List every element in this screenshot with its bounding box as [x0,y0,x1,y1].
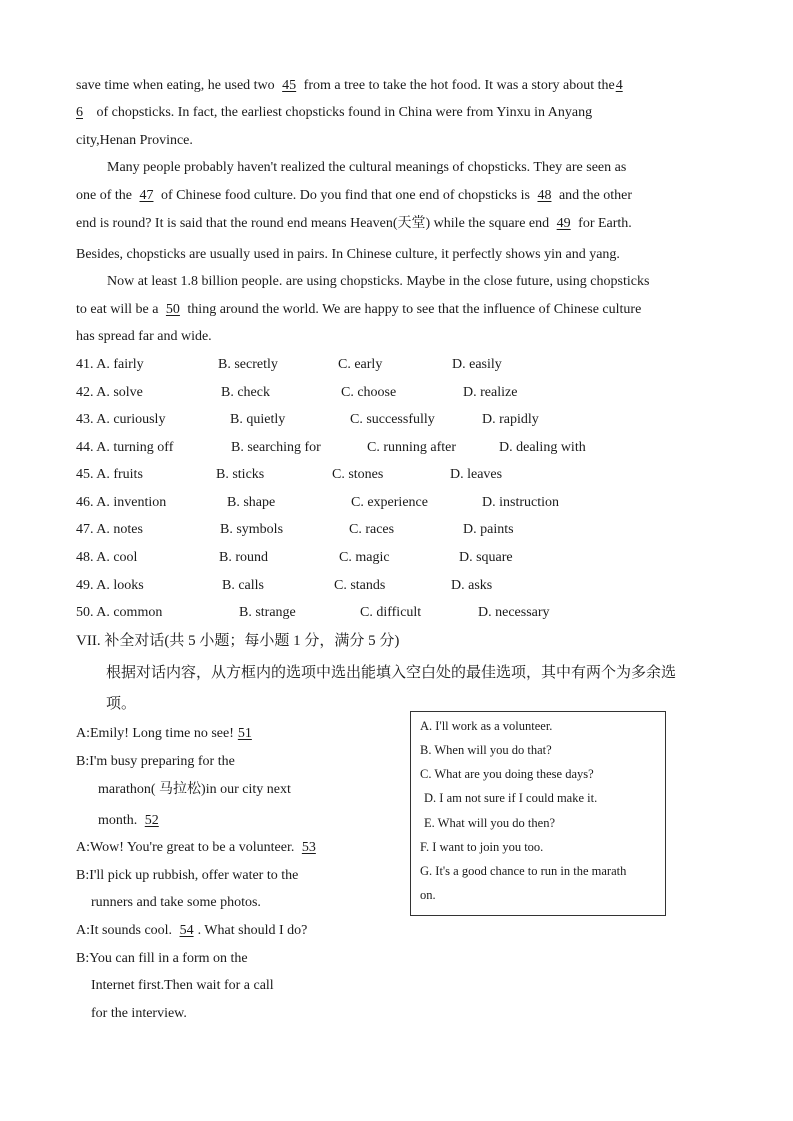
question-41-option-b: B. secretly [218,357,278,372]
dialogue-line [76,839,320,857]
question-44-option-a: 44. A. turning off [76,440,174,455]
question-44-option-d: D. dealing with [499,440,586,455]
passage-text: to eat will be a [76,302,159,317]
box-option-d: D. I am not sure if I could make it. [424,791,598,805]
question-42-option-b: B. check [221,385,270,400]
question-50-option-c: C. difficult [360,605,422,620]
question-45-option-d: D. leaves [450,467,503,482]
blank-52: 52 [144,813,159,828]
question-46-option-b: B. shape [227,495,276,510]
dialogue-text: Internet first.Then wait for a call [91,978,274,993]
section-title: VII. 补全对话(共 5 小题；每小题 1 分，满分 5 分) [76,633,400,649]
dialogue-line [98,812,163,830]
blank-51: 51 [237,726,252,741]
blank-53: 53 [301,840,316,855]
box-option-e: E. What will you do then? [424,816,555,830]
blank-45: 45 [282,78,297,93]
dialogue-text: B:I'll pick up rubbish, offer water to the [76,868,299,883]
question-42-option-d: D. realize [463,385,518,400]
dialogue-text: month. [98,813,138,828]
question-50-option-b: B. strange [239,605,296,620]
dialogue-text: runners and take some photos. [91,895,261,910]
blank-50: 50 [165,302,180,317]
question-48-option-c: C. magic [339,550,390,565]
question-47-option-c: C. races [349,522,395,537]
question-47-option-a: 47. A. notes [76,522,143,537]
box-option-a: A. I'll work as a volunteer. [420,719,553,733]
question-48-option-b: B. round [219,550,268,565]
dialogue-text: A:Emily! Long time no see! [76,726,234,741]
question-44-option-c: C. running after [367,440,457,455]
passage-text: from a tree to take the hot food. It was a story about the [303,78,615,93]
box-option-c: C. What are you doing these days? [420,767,594,781]
blank-48: 48 [537,188,552,203]
question-43-option-b: B. quietly [230,412,286,427]
question-46-option-c: C. experience [351,495,428,510]
question-47-option-b: B. symbols [220,522,284,537]
question-43-option-c: C. successfully [350,412,435,427]
passage-line [76,104,716,122]
passage-text: Many people probably haven't realized the cultural meanings of chopsticks. They are seen as [107,160,627,175]
question-50-option-a: 50. A. common [76,605,163,620]
section-instructions: 根据对话内容，从方框内的选项中选出能填入空白处的最佳选项，其中有两个为多余选 [106,665,677,681]
question-43-option-a: 43. A. curiously [76,412,166,427]
passage-line [76,77,623,95]
passage-line [76,301,641,319]
question-49-option-d: D. asks [451,578,493,593]
box-option-g-continued: on. [420,888,436,902]
passage-text: of Chinese food culture. Do you find that one end of chopsticks is [160,188,530,203]
blank-54: 54 [179,923,194,938]
passage-text: save time when eating, he used two [76,78,275,93]
dialogue-text: . What should I do? [197,923,308,938]
question-50-option-d: D. necessary [478,605,550,620]
question-41-option-a: 41. A. fairly [76,357,144,372]
box-option-b: B. When will you do that? [420,743,552,757]
question-45-option-c: C. stones [332,467,384,482]
question-42-option-c: C. choose [341,385,397,400]
dialogue-line [76,725,256,743]
question-42-option-a: 42. A. solve [76,385,143,400]
question-45-option-a: 45. A. fruits [76,467,143,482]
dialogue-text: A:Wow! You're great to be a volunteer. [76,840,295,855]
passage-text: city,Henan Province. [76,133,193,148]
question-43-option-d: D. rapidly [482,412,539,427]
passage-text: Now at least 1.8 billion people. are using chopsticks. Maybe in the close future, using chopsticks [107,274,650,289]
question-41-option-d: D. easily [452,357,502,372]
question-49-option-b: B. calls [222,578,264,593]
question-41-option-c: C. early [338,357,383,372]
question-45-option-b: B. sticks [216,467,265,482]
dialogue-line [76,922,307,940]
passage-text: thing around the world. We are happy to see that the influence of Chinese culture [187,302,642,317]
passage-text: of chopsticks. In fact, the earliest chopsticks found in China were from Yinxu in Anyang [96,105,593,120]
question-49-option-c: C. stands [334,578,386,593]
blank-49: 49 [556,216,571,231]
question-46-option-d: D. instruction [482,495,559,510]
dialogue-text: B:I'm busy preparing for the [76,754,235,769]
blank-46-part2: 6 [76,105,83,120]
question-49-option-a: 49. A. looks [76,578,144,593]
dialogue-text: for the interview. [91,1006,187,1021]
section-instructions: 项。 [106,696,137,712]
passage-text: for Earth. [578,216,632,231]
question-46-option-a: 46. A. invention [76,495,167,510]
dialogue-text: marathon( 马拉松)in our city next [98,782,291,797]
dialogue-text: B:You can fill in a form on the [76,951,248,966]
passage-text: one of the [76,188,132,203]
question-48-option-d: D. square [459,550,513,565]
question-48-option-a: 48. A. cool [76,550,138,565]
question-44-option-b: B. searching for [231,440,321,455]
passage-text: Besides, chopsticks are usually used in pairs. In Chinese culture, it perfectly shows yin and yang. [76,247,620,262]
blank-46-part1: 4 [615,78,623,93]
passage-text: has spread far and wide. [76,329,212,344]
passage-line [76,187,632,205]
passage-line [76,215,632,233]
options-box [410,711,666,916]
blank-47: 47 [139,188,154,203]
question-47-option-d: D. paints [463,522,514,537]
box-option-f: F. I want to join you too. [420,840,544,854]
dialogue-text: A:It sounds cool. [76,923,173,938]
passage-text: end is round? It is said that the round end means Heaven(天堂) while the square end [76,216,550,231]
box-option-g: G. It's a good chance to run in the marath [420,864,627,878]
passage-text: and the other [558,188,633,203]
